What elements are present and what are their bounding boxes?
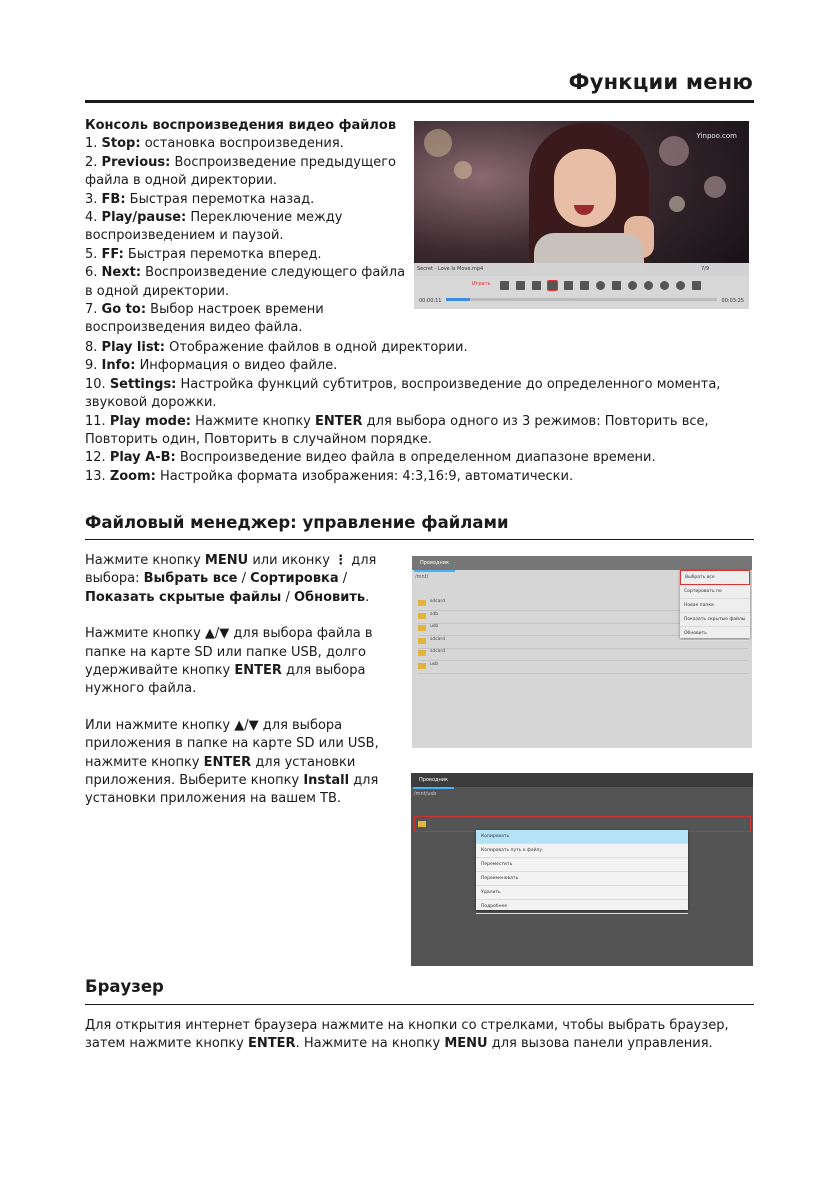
text-span: для вызова панели управления. — [491, 1036, 713, 1052]
video-watermark: Yinpoo.com — [696, 132, 737, 140]
list-item[interactable] — [418, 661, 748, 674]
item-number: 7. — [85, 302, 102, 318]
player-list-item — [85, 413, 755, 450]
file-manager-text — [85, 552, 385, 809]
text-span: . — [365, 589, 370, 605]
play-mode-icon[interactable] — [660, 281, 669, 290]
fast-backward-icon[interactable] — [532, 281, 541, 290]
item-number: 11. — [85, 413, 110, 429]
item-text: Отображение файлов в одной директории. — [164, 340, 468, 355]
item-number: 12. — [85, 450, 110, 466]
option-sort: Сортировка — [250, 571, 339, 587]
fm-paragraph-1 — [85, 552, 385, 607]
item-number: 1. — [85, 136, 102, 152]
item-number: 3. — [85, 191, 102, 207]
menu-item[interactable]: Переименовать — [476, 872, 688, 886]
item-text: для выбора одного из 3 режимов: Повторить все, Повторить один, Повторить в случайном порядке. — [85, 413, 709, 448]
text-span: для выбора файла в папке на карте SD или папке USB, долго удерживайте кнопку — [85, 626, 373, 679]
item-key: Play list: — [101, 340, 165, 355]
item-key: Next: — [101, 265, 142, 281]
menu-item[interactable]: Обновить — [680, 627, 750, 641]
separator: / — [241, 571, 247, 587]
player-list-item — [85, 135, 407, 153]
text-span: или иконку — [252, 553, 330, 568]
fm-paragraph-2 — [85, 625, 385, 699]
item-text: Информация о видео файле. — [135, 358, 338, 374]
item-number: 8. — [85, 340, 102, 355]
menu-item[interactable]: Выбрать все — [680, 570, 750, 585]
player-list-item — [85, 357, 755, 375]
text-span: Или нажмите кнопку — [85, 717, 231, 733]
fm-toolbar — [412, 556, 752, 570]
item-number: 4. — [85, 210, 102, 226]
fm-paragraph-3 — [85, 717, 385, 809]
header-rule — [85, 100, 754, 103]
text-span: Нажмите кнопку — [85, 553, 201, 568]
folder-name: sdcard — [430, 599, 446, 604]
kebab-menu-icon: ⋮ — [334, 553, 348, 568]
file-manager-rule — [85, 539, 754, 540]
file-manager-screenshot-context — [411, 773, 753, 966]
option-refresh: Обновить — [293, 589, 366, 605]
folder-name: usb — [430, 661, 439, 667]
text-span: Нажмите кнопку — [85, 626, 201, 642]
fast-forward-icon[interactable] — [564, 281, 573, 290]
item-key: Play mode: — [109, 413, 191, 429]
item-key: Stop: — [101, 136, 141, 152]
item-key: Settings: — [109, 376, 177, 392]
player-list-item — [85, 209, 407, 246]
item-text: Быстрая перемотка вперед. — [123, 246, 322, 262]
browser-text — [85, 1017, 757, 1054]
list-item[interactable] — [418, 648, 748, 661]
tab-explorer[interactable]: Проводник — [413, 773, 454, 789]
enter-key: ENTER — [203, 754, 252, 770]
video-counter: 7/9 — [701, 266, 710, 272]
item-text: остановка воспроизведения. — [140, 136, 344, 152]
item-number: 2. — [85, 154, 102, 170]
fm-context-menu — [476, 830, 688, 910]
folder-icon — [418, 600, 426, 606]
file-manager-title: Файловый менеджер: управление файлами — [85, 513, 509, 532]
separator: / — [285, 589, 290, 605]
video-progress-track[interactable] — [446, 298, 717, 301]
player-instructions — [85, 117, 407, 338]
item-text: Выбор настроек времени воспроизведения видео файла. — [85, 302, 324, 336]
pause-icon[interactable] — [548, 281, 557, 290]
zoom-icon[interactable] — [692, 281, 701, 290]
folder-icon — [418, 625, 426, 631]
player-list-item — [85, 264, 407, 301]
separator: / — [342, 571, 348, 587]
stop-icon[interactable] — [500, 281, 509, 290]
item-key: ENTER — [315, 413, 363, 429]
goto-icon[interactable] — [596, 281, 605, 290]
item-text: Настройка функций субтитров, воспроизведение до определенного момента, звуковой дорожки. — [85, 376, 721, 411]
text-span: для выбора: — [85, 553, 377, 587]
item-key: Zoom: — [109, 468, 156, 484]
folder-icon — [418, 663, 426, 669]
item-number: 9. — [85, 358, 102, 374]
fm-path: /mnt/usb — [414, 791, 437, 797]
video-player-screenshot — [414, 121, 749, 309]
fm-toolbar — [411, 773, 753, 787]
page-title: Функции меню — [568, 70, 753, 94]
player-list-item — [85, 246, 407, 264]
menu-key: MENU — [444, 1036, 488, 1052]
item-number: 13. — [85, 468, 110, 484]
play-label: Играть — [472, 281, 491, 287]
menu-key: MENU — [204, 553, 249, 568]
menu-item[interactable]: Сортировать по — [680, 585, 750, 599]
player-list — [85, 135, 407, 337]
item-text: Настройка формата изображения: 4:3,16:9, автоматически. — [155, 468, 574, 484]
menu-item[interactable]: Переместить — [476, 858, 688, 872]
folder-name: sdcard — [430, 649, 446, 654]
folder-name: sdcard — [430, 636, 446, 642]
time-total: 00:03:25 — [721, 298, 744, 304]
text-span: для установки приложения. Выберите кнопку — [85, 754, 356, 789]
folder-icon — [418, 650, 426, 656]
previous-icon[interactable] — [516, 281, 525, 290]
player-heading: Консоль воспроизведения видео файлов — [85, 118, 397, 133]
browser-title: Браузер — [85, 977, 164, 996]
item-number: 6. — [85, 265, 102, 281]
menu-item[interactable]: Удалить — [476, 886, 688, 900]
item-key: Info: — [101, 358, 136, 374]
info-icon[interactable] — [628, 281, 637, 290]
folder-icon — [418, 821, 426, 827]
player-list-item — [85, 376, 755, 413]
item-key: FB: — [101, 191, 126, 207]
video-progress-fill — [446, 298, 470, 301]
item-number: 5. — [85, 246, 102, 262]
video-control-icons — [500, 281, 701, 290]
next-icon[interactable] — [580, 281, 589, 290]
playlist-icon[interactable] — [612, 281, 621, 290]
settings-icon[interactable] — [644, 281, 653, 290]
text-span: . Нажмите на кнопку — [295, 1036, 441, 1052]
time-current: 00:00:11 — [419, 298, 442, 304]
text-span: для выбора нужного файла. — [85, 663, 366, 697]
up-down-arrows-icon: ▲/▼ — [234, 717, 259, 733]
video-info-row — [414, 263, 749, 276]
option-show-hidden: Показать скрытые файлы — [85, 589, 282, 605]
video-filename: Secret - Love Is Move.mp4 — [417, 266, 484, 272]
ab-icon[interactable] — [676, 281, 685, 290]
text-span: для выбора приложения в папке на карте SD или USB, нажмите кнопку — [85, 717, 379, 770]
item-text: Воспроизведение предыдущего файла в одной директории. — [85, 154, 397, 189]
folder-name: usb — [430, 624, 439, 629]
item-text: Быстрая перемотка назад. — [125, 191, 315, 207]
item-key: Play/pause: — [101, 210, 187, 226]
tab-explorer[interactable]: Проводник — [414, 556, 455, 572]
singer-face — [554, 149, 616, 227]
item-number: 10. — [85, 376, 110, 392]
menu-item[interactable]: Копировать путь к файлу — [476, 844, 688, 858]
player-list-wide — [85, 339, 755, 486]
item-key: FF: — [101, 246, 124, 262]
folder-name: sdb — [430, 611, 439, 617]
player-list-item — [85, 339, 755, 357]
text-span: Для открытия интернет браузера нажмите на кнопки со стрелками, чтобы выбрать браузер, затем нажмите кнопку — [85, 1018, 729, 1052]
player-list-item — [85, 468, 755, 486]
item-key: Previous: — [101, 154, 171, 170]
text-span: для установки приложения на вашем ТВ. — [85, 773, 379, 807]
item-text: Воспроизведение видео файла в определенном диапазоне времени. — [175, 450, 656, 466]
browser-rule — [85, 1004, 754, 1005]
menu-item[interactable]: Подробнее — [476, 900, 688, 914]
menu-item[interactable]: Новая папка — [680, 599, 750, 613]
menu-item[interactable]: Копировать — [476, 830, 688, 844]
option-select-all: Выбрать все — [143, 571, 238, 587]
item-text: Нажмите кнопку — [190, 413, 315, 429]
up-down-arrows-icon: ▲/▼ — [204, 626, 230, 642]
fm-options-menu — [680, 570, 750, 638]
item-text: Переключение между воспроизведением и паузой. — [85, 210, 343, 244]
folder-icon — [418, 613, 426, 619]
player-list-item — [85, 154, 407, 191]
player-list-item — [85, 449, 755, 467]
enter-key: ENTER — [248, 1036, 296, 1052]
player-list-item — [85, 191, 407, 209]
item-text: Воспроизведение следующего файла в одной директории. — [85, 265, 406, 299]
file-manager-screenshot-menu — [412, 556, 752, 748]
install-key: Install — [303, 773, 350, 789]
item-key: Go to: — [101, 302, 147, 318]
item-key: Play A-B: — [109, 450, 176, 466]
player-list-item — [85, 301, 407, 338]
video-control-bar — [414, 263, 749, 309]
fm-path: /mnt/ — [415, 574, 429, 580]
enter-key: ENTER — [234, 663, 282, 679]
menu-item[interactable]: Показать скрытые файлы — [680, 613, 750, 627]
folder-icon — [418, 638, 426, 644]
